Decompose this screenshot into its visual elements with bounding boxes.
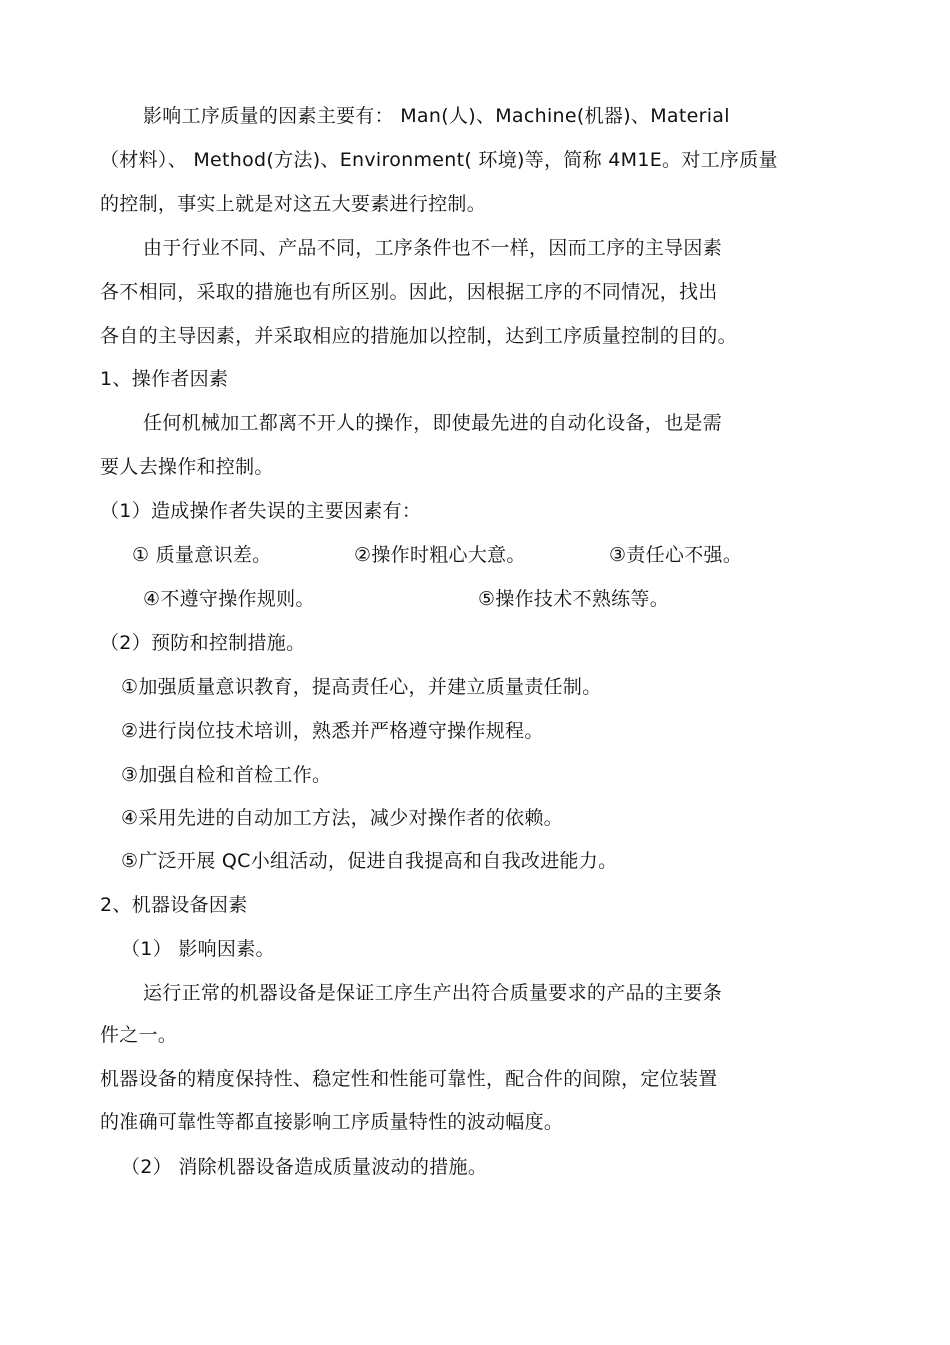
list-item: ②操作时粗心大意。 bbox=[354, 544, 526, 566]
list-item: ③责任心不强。 bbox=[609, 544, 743, 566]
list-item: ③加强自检和首检工作。 bbox=[121, 764, 332, 786]
section-heading: 1、操作者因素 bbox=[100, 368, 229, 390]
paragraph-line: （材料）、 Method(方法)、Environment( 环境)等，简称 4M1E。对工序质量 bbox=[100, 149, 778, 171]
paragraph-line: 各不相同，采取的措施也有所区别。因此，因根据工序的不同情况，找出 bbox=[100, 281, 718, 303]
subsection-heading: （1） 影响因素。 bbox=[121, 938, 275, 960]
subsection-heading: （2）预防和控制措施。 bbox=[100, 632, 306, 654]
paragraph-line: 由于行业不同、产品不同，工序条件也不一样，因而工序的主导因素 bbox=[143, 237, 723, 259]
list-item: ①加强质量意识教育，提高责任心，并建立质量责任制。 bbox=[121, 676, 602, 698]
list-item: ④不遵守操作规则。 bbox=[143, 588, 315, 610]
subsection-heading: （1）造成操作者失误的主要因素有： bbox=[100, 500, 422, 522]
list-item: ②进行岗位技术培训，熟悉并严格遵守操作规程。 bbox=[121, 720, 544, 742]
list-item: ⑤操作技术不熟练等。 bbox=[478, 588, 670, 610]
paragraph-line: 任何机械加工都离不开人的操作，即使最先进的自动化设备，也是需 bbox=[143, 412, 723, 434]
section-heading: 2、机器设备因素 bbox=[100, 894, 248, 916]
paragraph-line: 的准确可靠性等都直接影响工序质量特性的波动幅度。 bbox=[100, 1111, 564, 1133]
list-item: ① 质量意识差。 bbox=[132, 544, 272, 566]
paragraph-line: 运行正常的机器设备是保证工序生产出符合质量要求的产品的主要条 bbox=[143, 982, 723, 1004]
paragraph-line: 的控制，事实上就是对这五大要素进行控制。 bbox=[100, 193, 487, 215]
subsection-heading: （2） 消除机器设备造成质量波动的措施。 bbox=[121, 1156, 488, 1178]
paragraph-line: 要人去操作和控制。 bbox=[100, 456, 274, 478]
list-item: ⑤广泛开展 QC小组活动，促进自我提高和自我改进能力。 bbox=[121, 850, 618, 872]
paragraph-line: 机器设备的精度保持性、稳定性和性能可靠性，配合件的间隙，定位装置 bbox=[100, 1068, 718, 1090]
paragraph-line: 件之一。 bbox=[100, 1024, 178, 1046]
paragraph-line: 影响工序质量的因素主要有： Man(人)、Machine(机器)、Material bbox=[143, 105, 730, 127]
paragraph-line: 各自的主导因素，并采取相应的措施加以控制，达到工序质量控制的目的。 bbox=[100, 325, 737, 347]
list-item: ④采用先进的自动加工方法，减少对操作者的依赖。 bbox=[121, 807, 563, 829]
